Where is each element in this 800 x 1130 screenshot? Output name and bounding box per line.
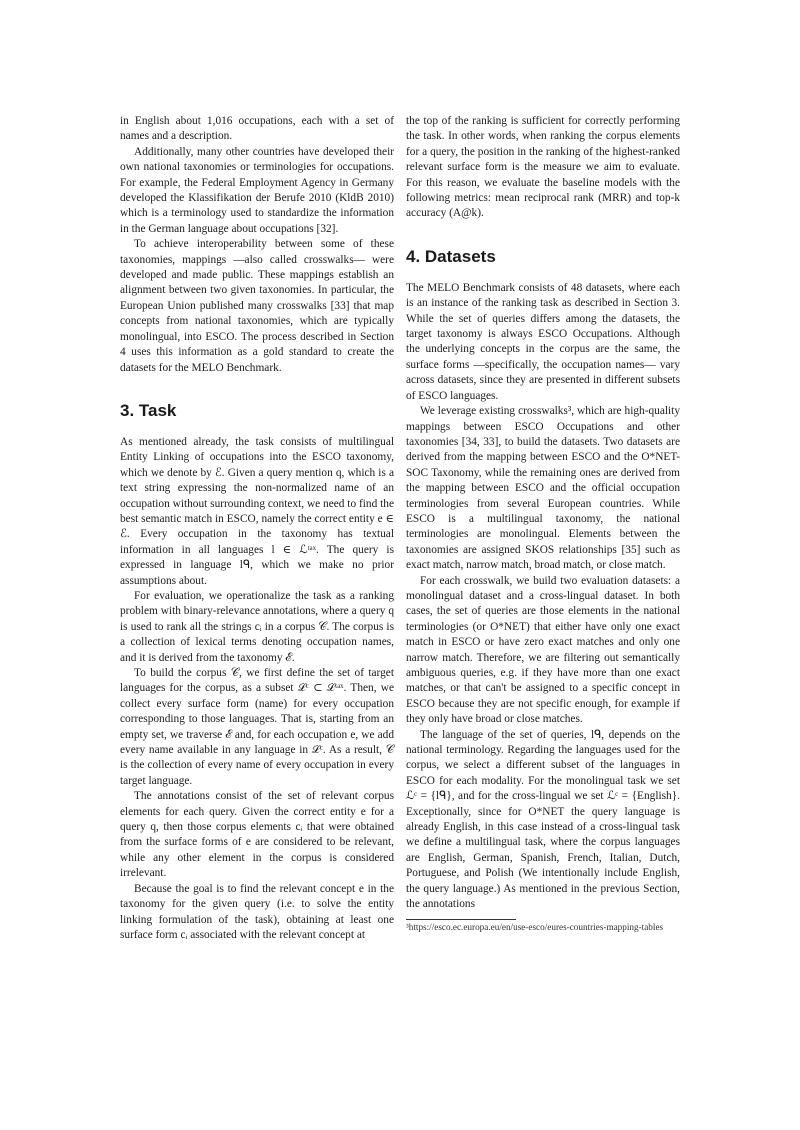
- right-column: [406, 114, 680, 933]
- paragraph: the top of the ranking is sufficient for correctly performing the task. In other words, when ranking the corpus elements for a query, the position in the ranking of the highest-ranked relevant surface form is the measure we aim to evaluate. For this reason, we evaluate the baseline models with the following metrics: mean reciprocal rank (MRR) and top-k accuracy (A@k).: [406, 115, 680, 220]
- footnote-link[interactable]: ³https://esco.ec.europa.eu/en/use-esco/eures-countries-mapping-tables: [406, 921, 664, 932]
- paragraph: We leverage existing crosswalks³, which are high-quality mappings between ESCO Occupations and other taxonomies [34, 33], to build the datasets. Two datasets are derived from the mapping between ESCO and the O*NET-SOC Taxonomy, while the remaining ones are derived from the mapping between ESCO and the official occupation terminologies from several European countries. While ESCO is a multilingual taxonomy, the national terminologies are monolingual. Elements between the taxonomies are assigned SKOS relationships [35] such as exact match, narrow match, broad match, or close match.: [406, 405, 680, 572]
- section-heading-datasets: 4. Datasets: [406, 246, 496, 266]
- paragraph: To achieve interoperability between some of these taxonomies, mappings —also called crosswalks— were developed and made public. These mappings establish an alignment between two given taxonomies. In particular, the European Union published many crosswalks [33] that map concepts from national taxonomies, which are typically monolingual, into ESCO. The process described in Section 4 uses this information as a gold standard to create the datasets for the MELO Benchmark.: [120, 238, 394, 374]
- paragraph: Additionally, many other countries have developed their own national taxonomies or terminologies for occupations. For example, the Federal Employment Agency in Germany developed the Klassifikation der Berufe 2010 (KldB 2010) which is a terminology used to standardize the information in the German language about occupations [32].: [120, 145, 394, 235]
- paragraph: in English about 1,016 occupations, each with a set of names and a description.: [120, 115, 394, 143]
- footnote-divider: [406, 919, 516, 920]
- paragraph: The annotations consist of the set of relevant corpus elements for each query. Given the correct entity e for a query q, then those corpus elements cᵢ that were obtained from the surface forms of e are considered to be relevant, while any other element in the corpus is considered irrelevant.: [120, 790, 394, 880]
- left-column: [120, 114, 394, 943]
- paragraph: The language of the set of queries, lᑫ, depends on the national terminology. Regarding the languages used for the corpus, we select a different subset of the languages in ESCO for each modality. For the monolingual task we set ℒᶜ = {lᑫ}, and for the cross-lingual we set ℒᶜ = {English}. Exceptionally, since for O*NET the query language is already English, in this case instead of a cross-lingual task we define a multilingual task, where the corpus languages are English, German, Spanish, French, Italian, Dutch, Portuguese, and Polish (We intentionally include English, the query language.) As mentioned in the previous Section, the annotations: [406, 728, 680, 911]
- section-heading-task: 3. Task: [120, 400, 177, 420]
- paragraph: For each crosswalk, we build two evaluation datasets: a monolingual dataset and a cross-lingual dataset. In both cases, the set of queries are those elements in the national terminologies (or O*NET) that either have only one exact match in ESCO or have zero exact matches and only one narrow match. Therefore, we are filtering out semantically ambiguous queries, e.g. if they have more than one exact matches, or that can't be assigned to a specific concept in ESCO because they are not specific enough, for example if they only have broad or close matches.: [406, 574, 680, 726]
- paragraph: For evaluation, we operationalize the task as a ranking problem with binary-relevance annotations, where a query q is used to rank all the strings cᵢ in a corpus 𝒞. The corpus is a collection of lexical terms denoting occupation names, and it is derived from the taxonomy ℰ.: [120, 589, 394, 664]
- paragraph: As mentioned already, the task consists of multilingual Entity Linking of occupations into the ESCO taxonomy, which we denote by ℰ. Given a query mention q, which is a text string expressing the non-normalized name of an occupation without surrounding context, we need to find the best semantic match in ESCO, namely the correct entity e ∈ ℰ. Every occupation in the taxonomy has textual information in all languages l ∈ ℒᵗᵃˣ. The query is expressed in language lᑫ, which we make no prior assumptions about.: [120, 435, 394, 587]
- paragraph: The MELO Benchmark consists of 48 datasets, where each is an instance of the ranking task as described in Section 3. While the set of queries differs among the datasets, the target taxonomy is always ESCO Occupations. Although the underlying concepts in the corpus are the same, the surface forms —specifically, the occupation names— vary across datasets, since they are presented in different subsets of ESCO languages.: [406, 281, 680, 402]
- paragraph: Because the goal is to find the relevant concept e in the taxonomy for the given query (i.e. to solve the entity linking formulation of the task), obtaining at least one surface form cᵢ associated with the relevant concept at: [120, 882, 394, 941]
- paragraph: To build the corpus 𝒞, we first define the set of target languages for the corpus, as a subset ℒᶜ ⊂ ℒᵗᵃˣ. Then, we collect every surface form (name) for every occupation corresponding to those languages. That is, starting from an empty set, we traverse ℰ and, for each occupation e, we add every name available in any language in ℒᶜ. As a result, 𝒞 is the collection of every name of every occupation in every target language.: [120, 667, 394, 787]
